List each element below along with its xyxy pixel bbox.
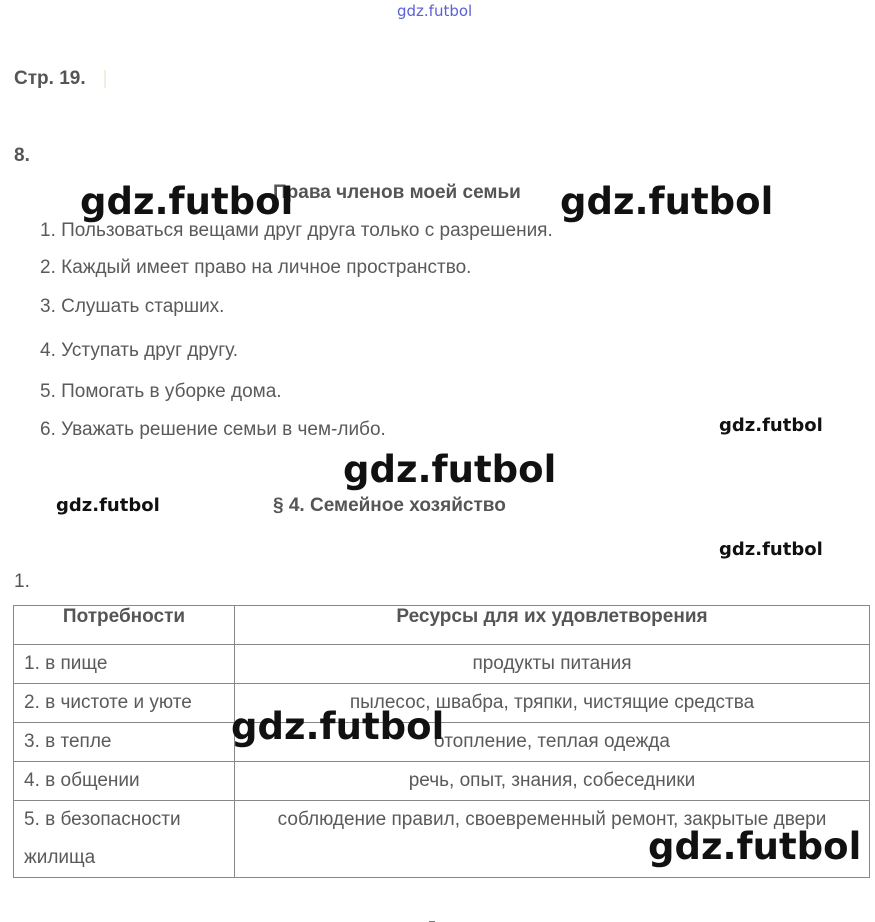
task-number-8: 8.: [14, 145, 30, 166]
task8-title: Права членов моей семьи: [273, 182, 521, 203]
watermark: gdz.futbol: [719, 415, 823, 436]
table-cell: речь, опыт, знания, собеседники: [235, 762, 870, 801]
table-header-row: [14, 606, 870, 645]
table-cell: 4. в общении: [14, 762, 235, 801]
table-cell: продукты питания: [235, 645, 870, 684]
list-item: 6. Уважать решение семьи в чем-либо.: [40, 419, 386, 440]
list-item: 5. Помогать в уборке дома.: [40, 381, 282, 402]
table-row: [14, 762, 870, 801]
watermark: gdz.futbol: [56, 495, 160, 516]
task-number-1: 1.: [14, 571, 30, 592]
watermark-top: gdz.futbol: [397, 2, 473, 20]
table-cell: 5. в безопасности жилища: [14, 801, 235, 878]
watermark: gdz.futbol: [560, 180, 774, 223]
column-header-resources: Ресурсы для их удовлетворения: [235, 606, 870, 645]
table-cell: 2. в чистоте и уюте: [14, 684, 235, 723]
watermark: gdz.futbol: [719, 539, 823, 560]
watermark: gdz.futbol: [343, 448, 557, 491]
list-item: 2. Каждый имеет право на личное пространство.: [40, 257, 472, 278]
page-header: Стр. 19.: [14, 68, 86, 89]
table-row: [14, 645, 870, 684]
table-cell: пылесос, швабра, тряпки, чистящие средства: [235, 684, 870, 723]
column-header-needs: Потребности: [14, 606, 235, 645]
watermark: gdz.futbol: [231, 705, 445, 748]
table-cell: соблюдение правил, своевременный ремонт, закрытые двери: [235, 801, 870, 878]
table-cell: 3. в тепле: [14, 723, 235, 762]
table-cell: 1. в пище: [14, 645, 235, 684]
watermark: gdz.futbol: [648, 825, 862, 868]
section-title: § 4. Семейное хозяйство: [273, 495, 506, 516]
list-item: 4. Уступать друг другу.: [40, 340, 239, 361]
table-cell: отопление, теплая одежда: [235, 723, 870, 762]
divider-mark: [104, 70, 106, 88]
cut-off-text-fragment: [375, 914, 435, 922]
watermark: gdz.futbol: [80, 180, 294, 223]
list-item: 1. Пользоваться вещами друг друга только с разрешения.: [40, 220, 553, 241]
list-item: 3. Слушать старших.: [40, 296, 225, 317]
